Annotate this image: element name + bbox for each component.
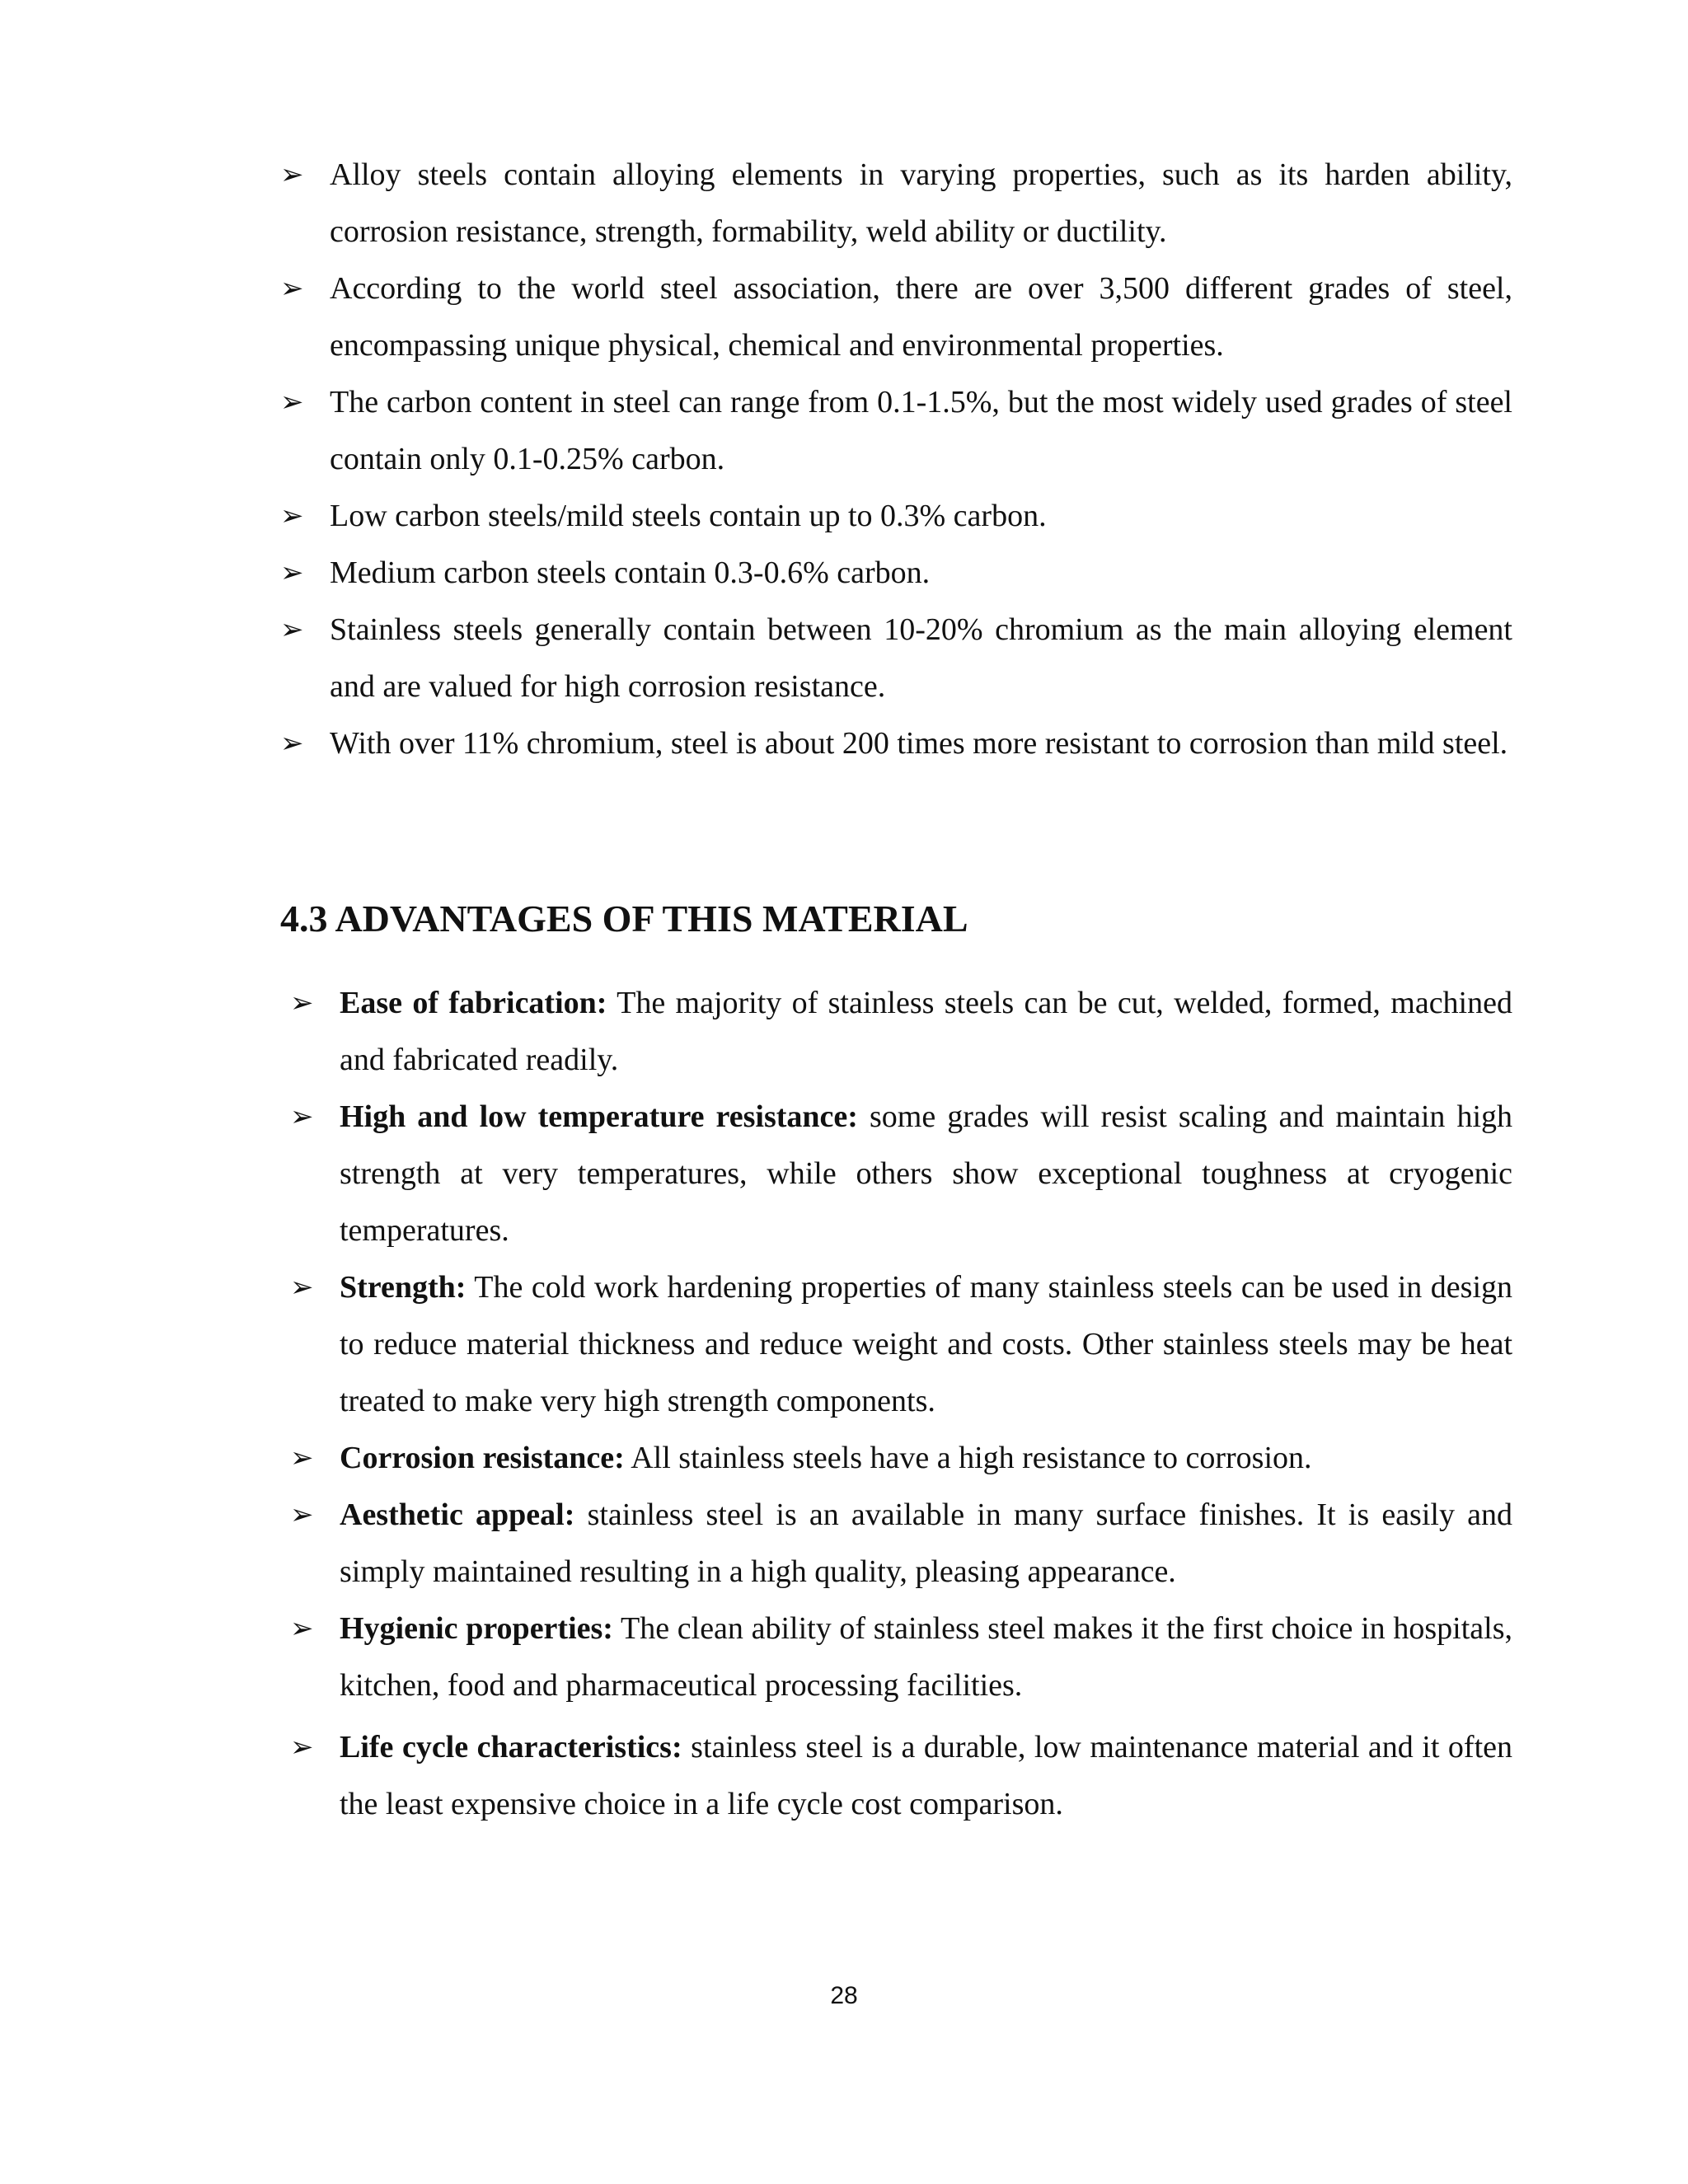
arrow-bullet-icon: ➢ — [290, 1612, 314, 1645]
advantage-term: Hygienic properties: — [340, 1611, 613, 1646]
list-item — [280, 602, 1512, 715]
advantage-text: stainless steel is a durable, low maintenance material and it often the least expensive choice in a life cycle cost comparison. — [340, 1730, 1513, 1821]
bullet-text: Medium carbon steels contain 0.3-0.6% carbon. — [330, 555, 931, 590]
bullet-text: According to the world steel association, there are over 3,500 different grades of steel, encompassing unique physical, chemical and environmental properties. — [330, 271, 1512, 363]
advantage-text: stainless steel is an available in many surface finishes. It is easily and simply maintained resulting in a high quality, pleasing appearance. — [340, 1497, 1513, 1589]
arrow-bullet-icon: ➢ — [280, 556, 304, 589]
list-item — [280, 545, 1512, 602]
list-item — [280, 260, 1512, 374]
advantage-term: Aesthetic appeal: — [340, 1497, 575, 1532]
arrow-bullet-icon: ➢ — [290, 987, 314, 1019]
advantage-term: Corrosion resistance: — [340, 1441, 625, 1475]
arrow-bullet-icon: ➢ — [290, 1731, 314, 1764]
list-item — [280, 488, 1512, 545]
list-item — [290, 1719, 1513, 1833]
section-heading: 4.3 ADVANTAGES OF THIS MATERIAL — [280, 898, 968, 940]
list-item — [290, 1601, 1512, 1714]
intro-bullet-list — [0, 147, 1688, 772]
bullet-text: The carbon content in steel can range from 0.1-1.5%, but the most widely used grades of steel contain only 0.1-0.25% carbon. — [330, 385, 1512, 476]
advantage-text: The majority of stainless steels can be cut, welded, formed, machined and fabricated readily. — [340, 986, 1512, 1077]
advantage-term: Ease of fabrication: — [340, 986, 607, 1020]
list-item — [290, 1089, 1512, 1259]
list-item — [290, 975, 1512, 1089]
bullet-text: Alloy steels contain alloying elements in varying properties, such as its harden ability, corrosion resistance, strength, formability, weld ability or ductility. — [330, 157, 1512, 249]
arrow-bullet-icon: ➢ — [290, 1441, 314, 1474]
bullet-text: With over 11% chromium, steel is about 200 times more resistant to corrosion than mild steel. — [330, 726, 1508, 761]
arrow-bullet-icon: ➢ — [290, 1498, 314, 1531]
advantage-term: Strength: — [340, 1270, 467, 1305]
arrow-bullet-icon: ➢ — [280, 386, 304, 419]
advantage-term: Life cycle characteristics: — [340, 1730, 682, 1765]
advantage-text: The clean ability of stainless steel makes it the first choice in hospitals, kitchen, food and pharmaceutical processing facilities. — [340, 1611, 1512, 1703]
page-number: 28 — [830, 1982, 858, 2009]
arrow-bullet-icon: ➢ — [290, 1100, 314, 1133]
arrow-bullet-icon: ➢ — [280, 613, 304, 646]
arrow-bullet-icon: ➢ — [290, 1271, 314, 1304]
list-item — [290, 1259, 1512, 1430]
arrow-bullet-icon: ➢ — [280, 158, 304, 191]
advantage-text: The cold work hardening properties of many stainless steels can be used in design to reduce material thickness and reduce weight and costs. Other stainless steels may be heat treated to make very high strength components. — [340, 1270, 1512, 1418]
advantage-term: High and low temperature resistance: — [340, 1099, 858, 1134]
list-item — [280, 374, 1512, 488]
arrow-bullet-icon: ➢ — [280, 272, 304, 305]
arrow-bullet-icon: ➢ — [280, 499, 304, 532]
arrow-bullet-icon: ➢ — [280, 727, 304, 760]
list-item — [280, 715, 1512, 772]
bullet-text: Low carbon steels/mild steels contain up to 0.3% carbon. — [330, 499, 1047, 533]
advantages-list — [0, 975, 1688, 1833]
bullet-text: Stainless steels generally contain between 10-20% chromium as the main alloying element and are valued for high corrosion resistance. — [330, 612, 1512, 704]
list-item — [280, 147, 1512, 260]
advantage-text: some grades will resist scaling and maintain high strength at very temperatures, while others show exceptional toughness at cryogenic temperatures. — [340, 1099, 1512, 1248]
list-item — [290, 1430, 1512, 1487]
advantage-text: All stainless steels have a high resistance to corrosion. — [631, 1441, 1312, 1475]
list-item — [290, 1487, 1513, 1601]
